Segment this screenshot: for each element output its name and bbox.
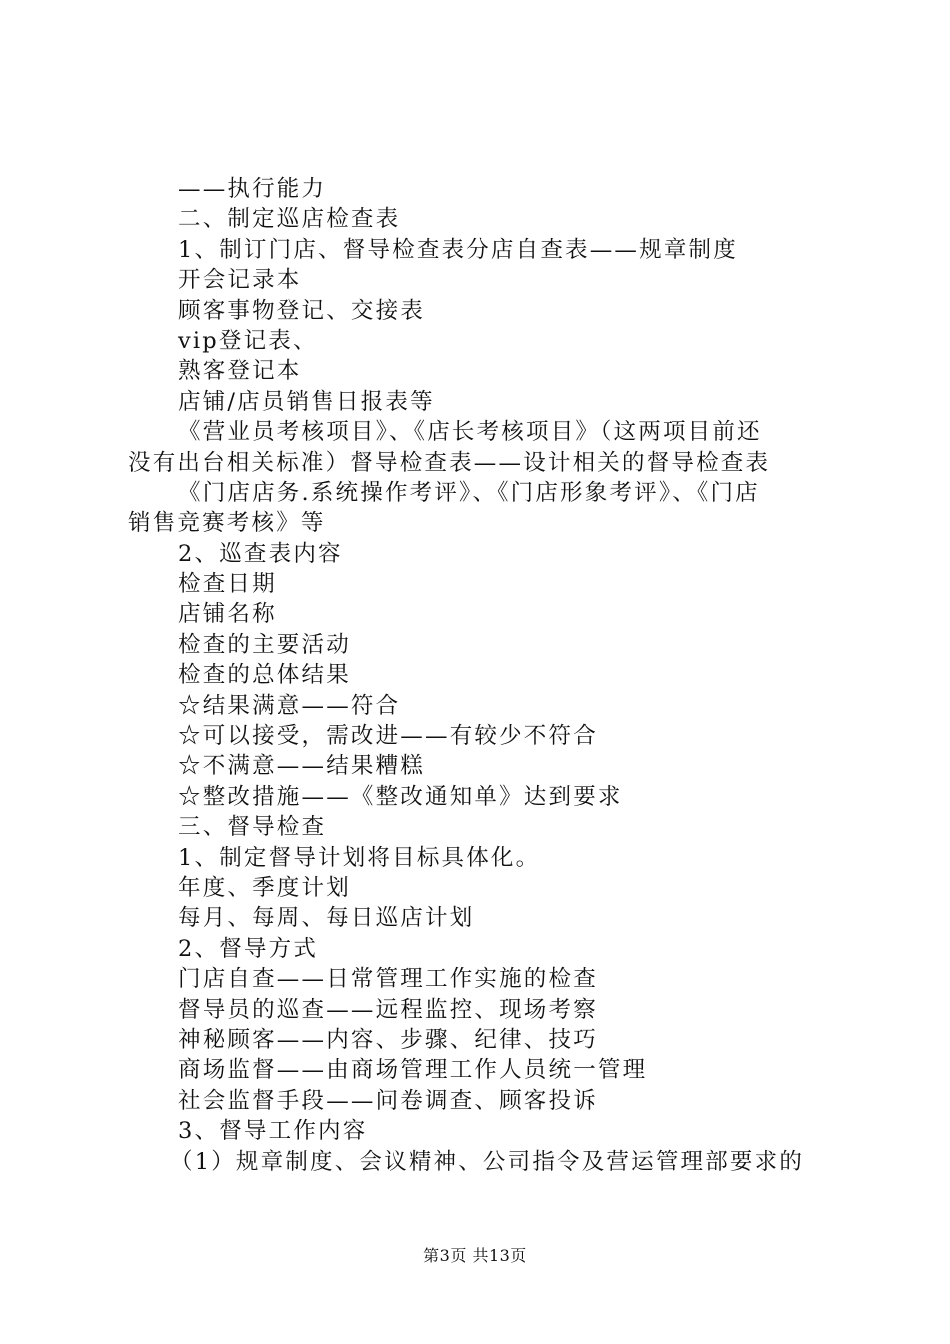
- star-list-item: ☆整改措施——《整改通知单》达到要求: [178, 783, 623, 810]
- text-line: 检查的总体结果: [178, 662, 351, 689]
- text-line: （1）规章制度、会议精神、公司指令及营运管理部要求的: [170, 1148, 805, 1175]
- subsection-heading: 2、督导方式: [178, 935, 319, 962]
- text-line: ——执行能力: [178, 176, 327, 202]
- paragraph-first-line: 《门店店务.系统操作考评》、《门店形象考评》、《门店: [178, 479, 760, 506]
- subsection-heading: 2、巡查表内容: [178, 540, 343, 567]
- paragraph-continuation-line: 没有出台相关标准）督导检查表——设计相关的督导检查表: [128, 449, 771, 476]
- paragraph-continuation-line: 销售竞赛考核》等: [128, 510, 326, 537]
- text-line: 检查日期: [178, 571, 277, 598]
- text-line: 门店自查——日常管理工作实施的检查: [178, 966, 598, 993]
- text-line: vip登记表、: [178, 327, 318, 354]
- star-list-item: ☆结果满意——符合: [178, 692, 401, 719]
- text-line: 店铺/店员销售日报表等: [178, 388, 435, 415]
- paragraph-first-line: 《营业员考核项目》、《店长考核项目》（这两项目前还: [178, 419, 762, 446]
- text-line: 1、制订门店、督导检查表分店自查表——规章制度: [178, 236, 738, 263]
- text-line: 顾客事物登记、交接表: [178, 297, 426, 324]
- page-number-footer: 第3页 共13页: [423, 1246, 527, 1265]
- text-line: 开会记录本: [178, 267, 302, 294]
- text-line: 社会监督手段——问卷调查、顾客投诉: [178, 1087, 598, 1114]
- document-body: [0, 174, 950, 1177]
- subsection-heading: 3、督导工作内容: [178, 1118, 368, 1145]
- star-list-item: ☆不满意——结果糟糕: [178, 753, 426, 780]
- text-line: 每月、每周、每日巡店计划: [178, 905, 475, 932]
- section-heading: 三、督导检查: [178, 814, 327, 841]
- subsection-heading: 1、制定督导计划将目标具体化。: [178, 844, 541, 871]
- text-line: 熟客登记本: [178, 358, 302, 385]
- section-heading: 二、制定巡店检查表: [178, 206, 401, 233]
- text-line: 商场监督——由商场管理工作人员统一管理: [178, 1057, 648, 1084]
- text-line: 店铺名称: [178, 601, 277, 628]
- text-line: 年度、季度计划: [178, 874, 351, 901]
- text-line: 神秘顾客——内容、步骤、纪律、技巧: [178, 1026, 598, 1053]
- text-line: 检查的主要活动: [178, 631, 351, 658]
- star-list-item: ☆可以接受，需改进——有较少不符合: [178, 723, 598, 750]
- text-line: 督导员的巡查——远程监控、现场考察: [178, 996, 598, 1023]
